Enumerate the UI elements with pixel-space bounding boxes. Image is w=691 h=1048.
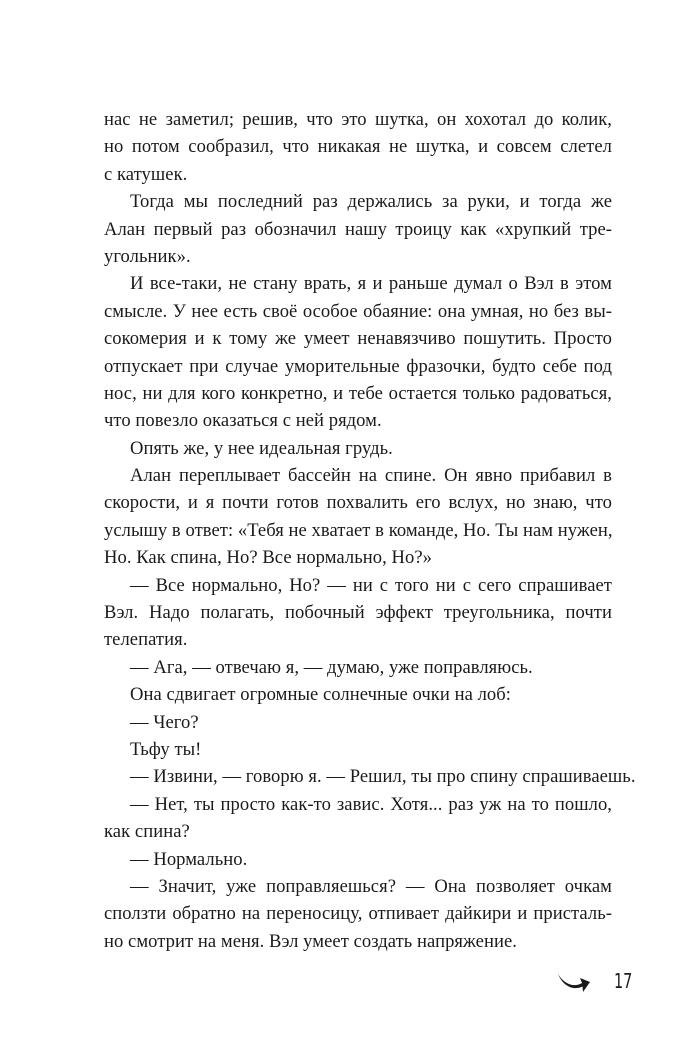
text-line: Опять же, у нее идеальная грудь. [130,437,393,459]
text-line: отпускает при случае уморительные фразочки, будто себе под [104,355,612,377]
page-number: 17 [614,969,633,993]
text-line: Алан переплывает бассейн на спине. Он явно прибавил в [130,465,612,487]
text-line: — Нет, ты просто как-то завис. Хотя... раз уж на то пошло, [130,793,612,815]
text-line: — Все нормально, Но? — ни с того ни с сего спрашивает [130,574,612,596]
text-line: Она сдвигает огромные солнечные очки на лоб: [130,684,511,706]
text-line: нас не заметил; решив, что это шутка, он хохотал до колик, [104,109,612,130]
text-line: с катушек. [104,163,188,185]
text-line: но смотрит на меня. Вэл умеет создать напряжение. [104,930,517,952]
text-line: — Нормально. [130,848,248,870]
body-text [104,106,636,955]
text-line: услышу в ответ: «Тебя не хватает в команде, Но. Ты нам нужен, [104,519,613,541]
text-line: И все-таки, не стану врать, я и раньше думал о Вэл в этом [130,273,612,295]
curved-arrow-icon [556,968,592,994]
text-line: сокомерия и к тому же умеет ненавязчиво пошутить. Просто [104,328,612,350]
text-line: — Ага, — отвечаю я, — думаю, уже поправляюсь. [130,656,533,678]
text-line: угольник». [104,245,191,267]
text-line: Вэл. Надо полагать, побочный эффект треугольника, почти [104,602,612,624]
text-line: как спина? [104,821,190,843]
text-line: Но. Как спина, Но? Все нормально, Но?» [104,547,432,569]
text-line: скорости, и я почти готов похвалить его вслух, но знаю, что [104,492,612,514]
text-line: смысле. У нее есть своё особое обаяние: она умная, но без вы- [104,300,612,322]
text-line: — Значит, уже поправляешься? — Она позволяет очкам [130,875,612,897]
text-line: — Чего? [130,711,199,733]
text-line: сползти обратно на переносицу, отпивает дайкири и присталь- [104,903,612,925]
text-line: но потом сообразил, что никакая не шутка, и совсем слетел [104,136,612,158]
text-line: что повезло оказаться с ней рядом. [104,410,382,432]
text-line: Тьфу ты! [130,738,202,760]
text-line: — Извини, — говорю я. — Решил, ты про спину спрашиваешь. [130,766,636,788]
text-line: Тогда мы последний раз держались за руки, и тогда же [130,191,612,213]
text-line: нос, ни для кого конкретно, и тебе остается только радоваться, [104,382,612,404]
text-line: телепатия. [104,629,188,651]
page-footer [556,966,633,998]
text-line: Алан первый раз обозначил нашу троицу как «хрупкий тре- [104,218,612,240]
